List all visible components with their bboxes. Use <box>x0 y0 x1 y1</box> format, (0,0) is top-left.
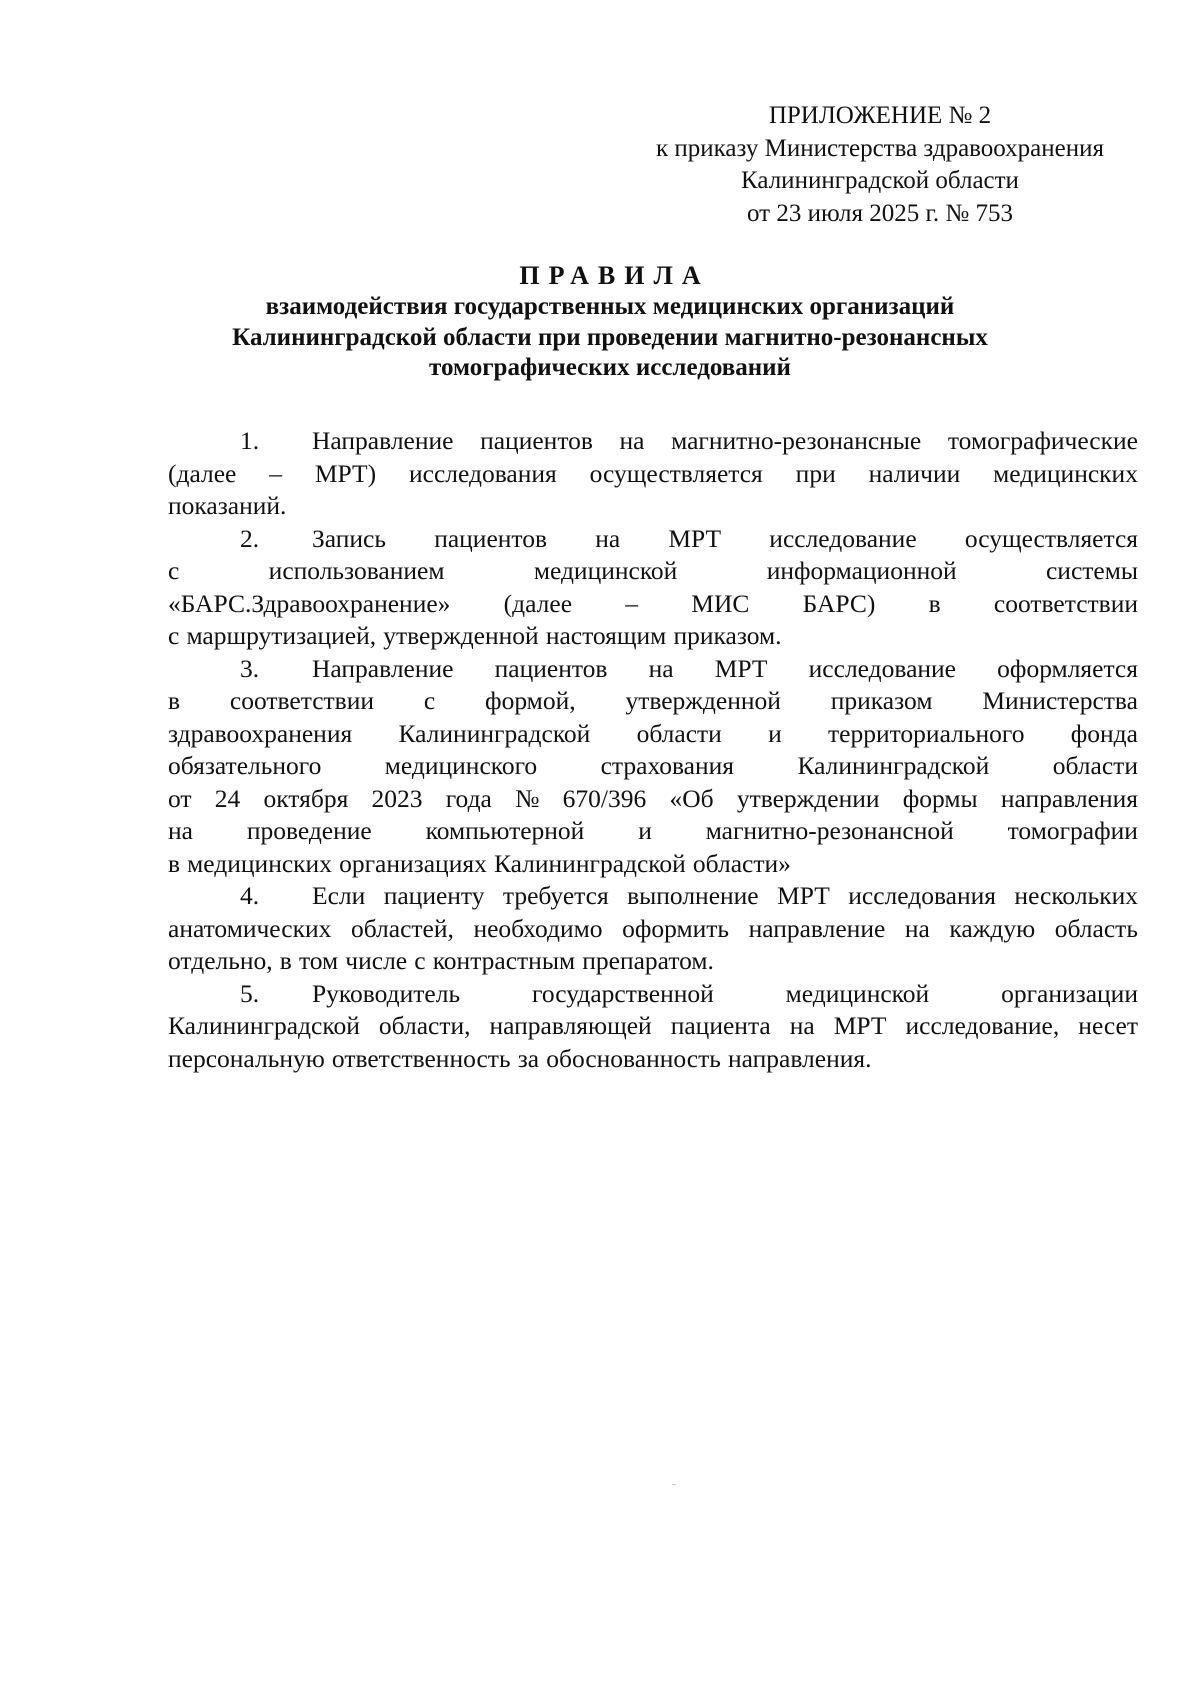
paragraph-line: обязательного медицинского страхования Калининградской области <box>168 751 1138 780</box>
paragraph-number: 4. <box>240 881 260 910</box>
subtitle-line: томографических исследований <box>429 354 791 381</box>
paragraph-2 <box>168 523 1138 653</box>
paragraph-line: 3. Направление пациентов на МРТ исследование оформляется <box>168 653 1138 686</box>
paragraph-3 <box>168 653 1138 881</box>
paragraph-line: 1. Направление пациентов на магнитно-резонансные томографические <box>168 425 1138 458</box>
document-title-block <box>180 260 1040 384</box>
paragraph-line: от 24 октября 2023 года № 670/396 «Об утверждении формы направления <box>168 783 1138 813</box>
appendix-number: ПРИЛОЖЕНИЕ № 2 <box>768 102 992 129</box>
subtitle-line: взаимодействия государственных медицинских организаций <box>265 293 955 320</box>
paragraph-line: 5. Руководитель государственной медицинской организации <box>168 978 1138 1011</box>
paragraph-line: Калининградской области, направляющей пациента на МРТ исследование, несет <box>168 1011 1138 1040</box>
paragraph-5 <box>168 978 1138 1076</box>
paragraph-4 <box>168 880 1138 978</box>
paragraph-line: на проведение компьютерной и магнитно-резонансной томографии <box>168 816 1138 845</box>
paragraph-line: персональную ответственность за обоснованность направления. <box>168 1043 872 1073</box>
scan-speck <box>672 1484 676 1485</box>
document-body <box>168 425 1138 1075</box>
paragraph-line: анатомических областей, необходимо оформить направление на каждую область <box>168 913 1138 943</box>
document-title: ПРАВИЛА <box>519 261 710 290</box>
paragraph-number: 5. <box>240 978 260 1008</box>
paragraph-1 <box>168 425 1138 523</box>
appendix-region: Калининградской области <box>741 167 1019 194</box>
paragraph-line: с маршрутизацией, утвержденной настоящим приказом. <box>168 621 782 650</box>
appendix-order-ref: к приказу Министерства здравоохранения <box>655 134 1105 162</box>
paragraph-line: здравоохранения Калининградской области и территориального фонда <box>168 718 1138 748</box>
appendix-header <box>600 100 1160 230</box>
paragraph-line: отдельно, в том числе с контрастным препаратом. <box>168 946 714 975</box>
document-subtitle <box>180 292 1040 384</box>
paragraph-line: в медицинских организациях Калининградской области» <box>168 848 791 878</box>
paragraph-line: 2. Запись пациентов на МРТ исследование осуществляется <box>168 523 1138 556</box>
paragraph-number: 2. <box>240 523 260 553</box>
paragraph-line: в соответствии с формой, утвержденной приказом Министерства <box>168 686 1138 715</box>
appendix-order-date: от 23 июля 2025 г. № 753 <box>746 199 1014 227</box>
paragraph-line: «БАРС.Здравоохранение» (далее – МИС БАРС) в соответствии <box>168 588 1138 618</box>
paragraph-line: показаний. <box>168 491 287 520</box>
subtitle-line: Калининградской области при проведении магнитно-резонансных <box>232 323 988 351</box>
paragraph-line: 4. Если пациенту требуется выполнение МРТ исследования нескольких <box>168 880 1138 913</box>
paragraph-line: (далее – МРТ) исследования осуществляется при наличии медицинских <box>168 458 1138 488</box>
paragraph-line: с использованием медицинской информационной системы <box>168 556 1138 585</box>
paragraph-number: 3. <box>240 653 260 683</box>
paragraph-number: 1. <box>240 426 260 455</box>
